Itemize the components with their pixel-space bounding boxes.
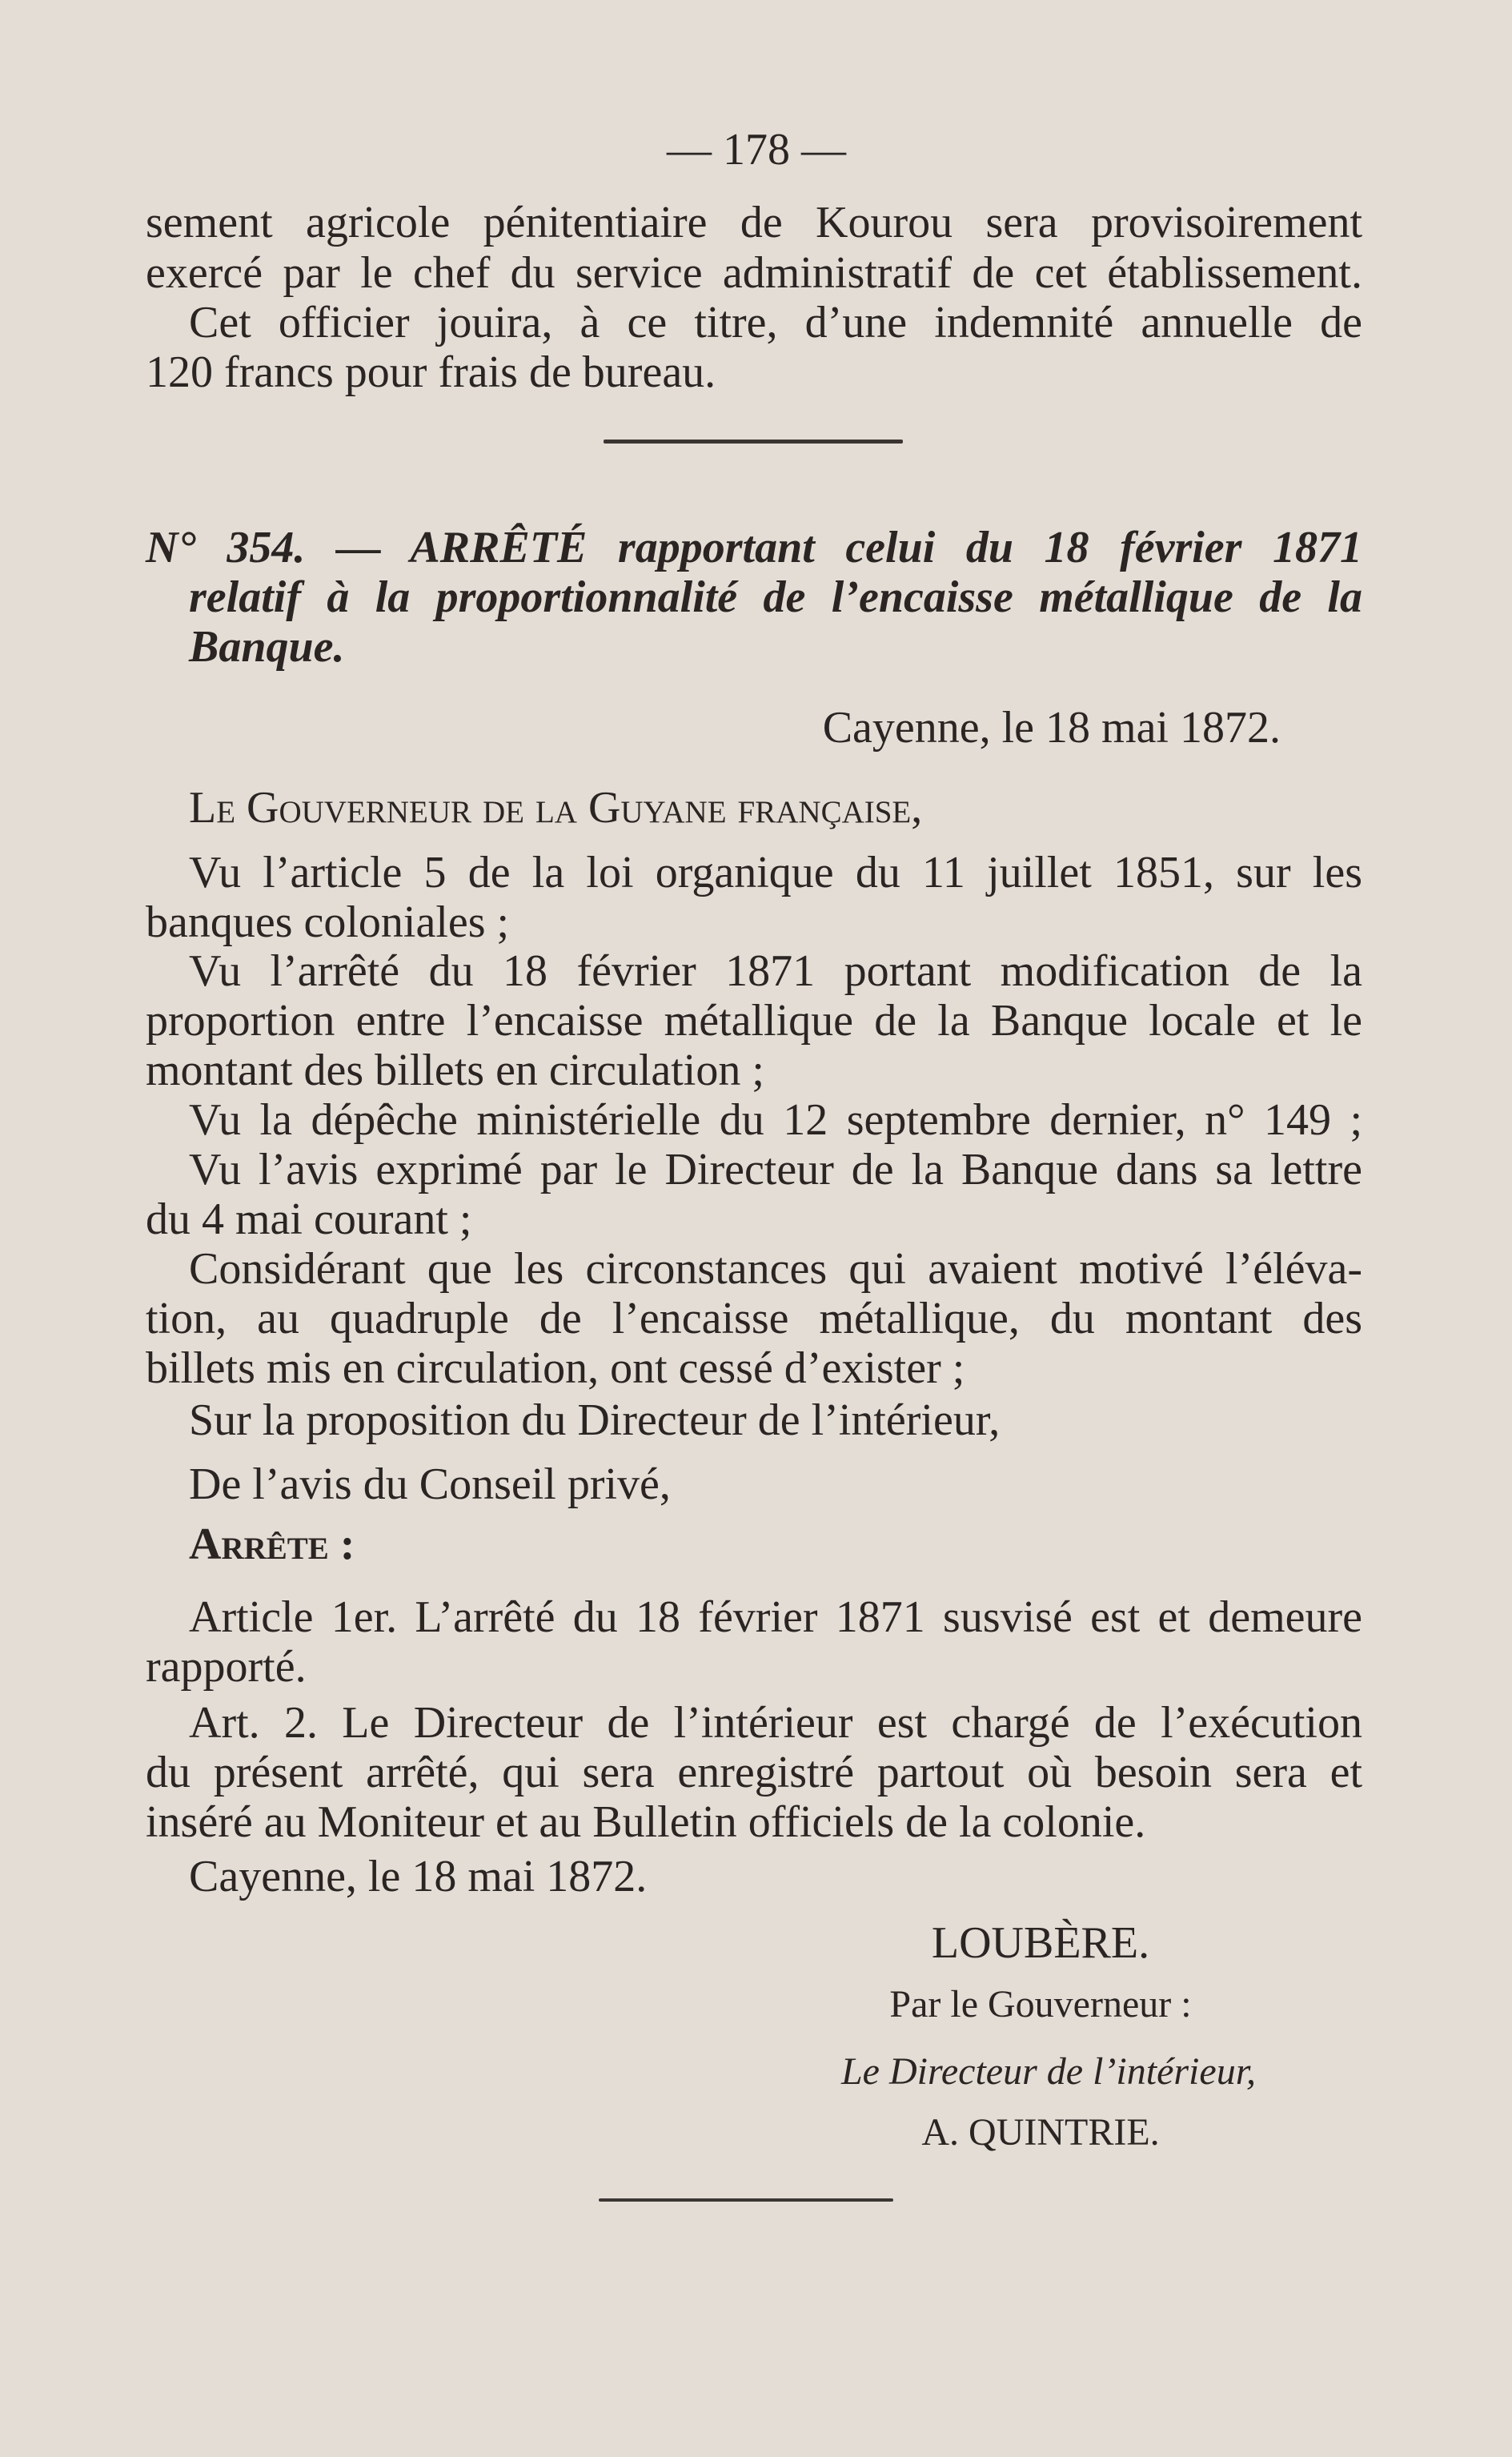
closing-divider	[599, 2198, 893, 2202]
article-2-line-3: inséré au Moniteur et au Bulletin officiels de la colonie.	[146, 1797, 1146, 1847]
body-line-10: tion, au quadruple de l’encaisse métallique, du montant des	[146, 1294, 1362, 1343]
decree-title-line-2: relatif à la proportionnalité de l’encaisse métallique de la	[189, 572, 1362, 622]
body-line-4: proportion entre l’encaisse métallique de la Banque locale et le	[146, 996, 1362, 1046]
body-line-3: Vu l’arrêté du 18 février 1871 portant modification de la	[189, 946, 1362, 996]
signature-role: Le Directeur de l’intérieur,	[840, 2050, 1257, 2093]
article-2-line-2: du présent arrêté, qui sera enregistré partout où besoin sera et	[146, 1748, 1362, 1797]
body-line-13: De l’avis du Conseil privé,	[189, 1459, 671, 1509]
signatory-name: LOUBÈRE.	[931, 1918, 1150, 1968]
article-1-line-1: Article 1er. L’arrêté du 18 février 1871 susvisé est et demeure	[189, 1592, 1362, 1642]
body-line-2: banques coloniales ;	[146, 897, 510, 947]
body-line-11: billets mis en circulation, ont cessé d’exister ;	[146, 1343, 965, 1393]
preamble: Le Gouverneur de la Guyane française,	[189, 783, 923, 833]
body-line-5: montant des billets en circulation ;	[146, 1046, 764, 1095]
place-date: Cayenne, le 18 mai 1872.	[822, 703, 1281, 753]
body-line-8: du 4 mai courant ;	[146, 1194, 472, 1244]
body-line-12: Sur la proposition du Directeur de l’intérieur,	[189, 1395, 1001, 1445]
page-number: — 178 —	[667, 125, 846, 175]
body-line-9: Considérant que les circonstances qui avaient motivé l’éléva-	[189, 1244, 1362, 1294]
continuation-line-1: sement agricole pénitentiaire de Kourou sera provisoirement	[146, 198, 1362, 247]
continuation-line-4: 120 francs pour frais de bureau.	[146, 347, 716, 397]
body-line-7: Vu l’avis exprimé par le Directeur de la Banque dans sa lettre	[189, 1145, 1362, 1194]
article-1-line-2: rapporté.	[146, 1642, 307, 1692]
arrete-heading: Arrête :	[189, 1520, 355, 1569]
body-line-1: Vu l’article 5 de la loi organique du 11 juillet 1851, sur les	[189, 848, 1362, 897]
continuation-line-3: Cet officier jouira, à ce titre, d’une indemnité annuelle de	[189, 298, 1362, 347]
body-line-6: Vu la dépêche ministérielle du 12 septembre dernier, n° 149 ;	[189, 1095, 1362, 1145]
decree-title-line-3: Banque.	[189, 622, 345, 672]
decree-title-line-1: N° 354. — ARRÊTÉ rapportant celui du 18 février 1871	[146, 523, 1362, 572]
signature-official: A. QUINTRIE.	[921, 2111, 1160, 2154]
closing-date: Cayenne, le 18 mai 1872.	[189, 1852, 648, 1901]
continuation-line-2: exercé par le chef du service administratif de cet établissement.	[146, 248, 1362, 298]
article-2-line-1: Art. 2. Le Directeur de l’intérieur est chargé de l’exécution	[189, 1698, 1362, 1748]
section-divider	[604, 440, 903, 444]
signature-by-line: Par le Gouverneur :	[889, 1983, 1192, 2025]
